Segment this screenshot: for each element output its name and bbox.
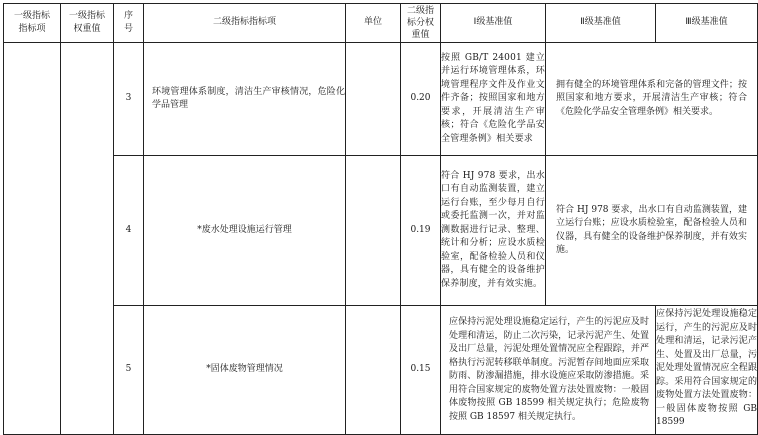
seq-cell: 3 [114,43,144,156]
seq-cell: 4 [114,156,144,306]
weight-cell: 0.20 [401,43,441,156]
table-row [4,43,758,156]
grade1-cell: 按照 GB/T 24001 建立并运行环境管理体系，环境管理程序文件及作业文件齐备；按照国家和地方要求，开展清洁生产审核；符合《危险化学品安全管理条例》相关要求 [441,43,546,156]
indicator-table [3,3,758,435]
weight-cell: 0.19 [401,156,441,306]
header-level1-item: 一级指标指标项 [4,4,61,43]
grade23-cell: 拥有健全的环境管理体系和完备的管理文件；按照国家和地方要求，开展清洁生产审核；符合《危险化学品安全管理条例》相关要求。 [546,43,758,156]
unit-cell [346,306,401,435]
header-level1-weight: 一级指标权重值 [61,4,114,43]
weight-cell: 0.15 [401,306,441,435]
level1-item-cell [4,43,61,435]
header-grade1: Ⅰ级基准值 [441,4,546,43]
grade23-cell: 符合 HJ 978 要求，出水口有自动监测装置，建立运行台账；应设水质检验室，配备检验人员和仪器，具有健全的设备维护保养制度，并有效实施。 [546,156,758,306]
unit-cell [346,43,401,156]
level1-weight-cell [61,43,114,435]
grade1-cell: 符合 HJ 978 要求，出水口有自动监测装置，建立运行台账，至少每月自行或委托监测一次，并对监测数据进行记录、整理、统计和分析；应设水质检验室，配备检验人员和仪器，具有健全的设备维护保养制度，并有效实施。 [441,156,546,306]
header-grade3: Ⅲ级基准值 [656,4,758,43]
header-level2-item: 二级指标指标项 [144,4,346,43]
table-row [4,156,758,306]
grade12-cell: 应保持污泥处理设施稳定运行，产生的污泥应及时处理和清运，防止二次污染，记录污泥产生、处置及出厂总量，污泥处理处置情况应全程跟踪，并严格执行污泥转移联单制度。污泥暂存间地面应采取防雨、防渗漏措施，排水设施应采取防渗措施。采用符合国家规定的废物处置方法处置废物：一般固体废物按照 GB 18599 相关规定执行；危险废物按照 GB 18597 相关规定执行。 [441,306,656,435]
header-grade2: Ⅱ级基准值 [546,4,656,43]
header-unit: 单位 [346,4,401,43]
unit-cell [346,156,401,306]
seq-cell: 5 [114,306,144,435]
level2-item-cell: *固体废物管理情况 [144,306,346,435]
header-level2-weight: 二级指标分权重值 [401,4,441,43]
table-row [4,306,758,435]
level2-item-cell: *废水处理设施运行管理 [144,156,346,306]
header-row [4,4,758,43]
grade3-cell: 应保持污泥处理设施稳定运行，产生的污泥应及时处理和清运，记录污泥产生、处置及出厂总量，污泥处理处置情况应全程跟踪。采用符合国家规定的废物处置方法处置废物：一般固体废物按照 GB 18599 [656,306,758,435]
header-seq: 序号 [114,4,144,43]
level2-item-cell: 环境管理体系制度，清洁生产审核情况，危险化学品管理 [144,43,346,156]
